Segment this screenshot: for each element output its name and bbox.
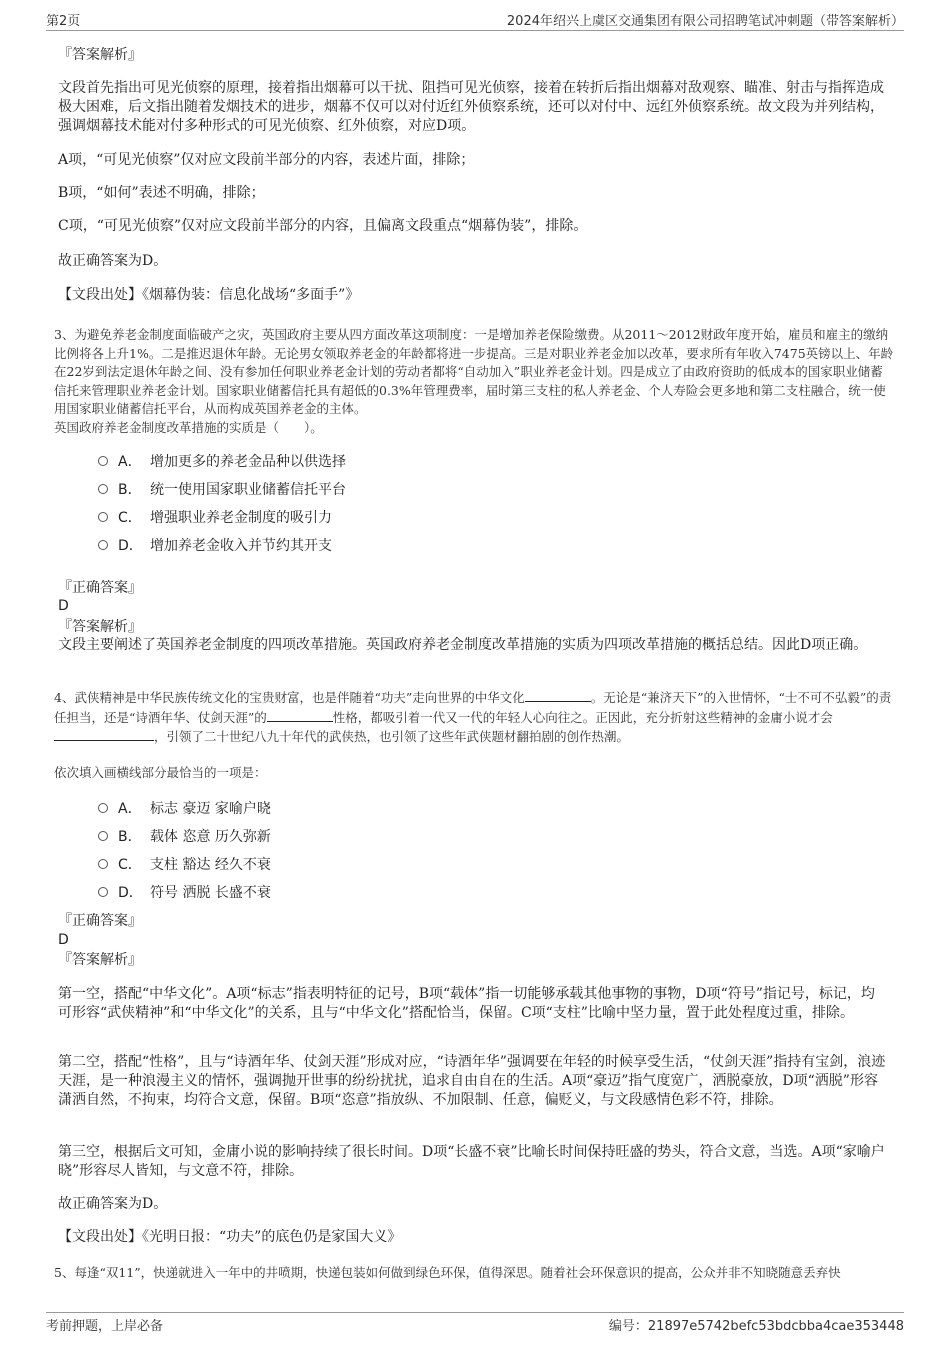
q4-analysis-label: 『答案解析』 — [58, 952, 142, 968]
q4-option-c[interactable]: C． 支柱 豁达 经久不衰 — [98, 854, 271, 874]
q2-item-c: C项，“可见光侦察”仅对应文段前半部分的内容，且偏离文段重点“烟幕伪装”，排除。 — [58, 218, 588, 234]
q4-option-b[interactable]: B． 载体 恣意 历久弥新 — [98, 826, 271, 846]
q4-source: 【文段出处】《光明日报：“功夫”的底色仍是家国大义》 — [58, 1229, 402, 1245]
radio-icon[interactable] — [98, 859, 108, 869]
q4-answer: D — [58, 932, 69, 948]
q2-analysis-label: 『答案解析』 — [58, 47, 142, 63]
footer-slogan: 考前押题，上岸必备 — [46, 1319, 164, 1334]
blank-1 — [525, 688, 591, 702]
radio-icon[interactable] — [98, 803, 108, 813]
radio-icon[interactable] — [98, 456, 108, 466]
radio-icon[interactable] — [98, 887, 108, 897]
q2-analysis-text: 文段首先指出可见光侦察的原理，接着指出烟幕可以干扰、阻挡可见光侦察，接着在转折后指出烟幕对敌观察、瞄准、射击与指挥造成极大困难，后文指出随着发烟技术的进步，烟幕不仅可以对付近红外侦察系统，还可以对付中、远红外侦察系统。故文段为并列结构，强调烟幕技术能对付多种形式的可见光侦察、红外侦察，对应D项。 — [58, 80, 884, 134]
q4-answer-label: 『正确答案』 — [58, 913, 142, 929]
page-number: 第2页 — [46, 14, 81, 29]
q3-option-c[interactable]: C． 增强职业养老金制度的吸引力 — [98, 507, 332, 527]
radio-icon[interactable] — [98, 831, 108, 841]
blank-3 — [54, 727, 154, 741]
document-title: 2024年绍兴上虞区交通集团有限公司招聘笔试冲刺题（带答案解析） — [506, 14, 904, 29]
q4-option-a[interactable]: A． 标志 豪迈 家喻户晓 — [98, 798, 271, 818]
q2-item-b: B项，“如何”表述不明确，排除； — [58, 185, 265, 201]
q5-stem: 5、每逢“双11”，快递就进入一年中的井喷期，快递包装如何做到绿色环保，值得深思。随着社会环保意识的提高，公众并非不知晓随意丢弃快 — [54, 1265, 841, 1280]
footer-serial: 编号：21897e5742befc53bdcbba4cae353448 — [608, 1319, 904, 1334]
q3-analysis-label: 『答案解析』 — [58, 619, 142, 635]
q2-item-a: A项，“可见光侦察”仅对应文段前半部分的内容，表述片面，排除； — [58, 152, 475, 168]
q4-question: 依次填入画横线部分最恰当的一项是： — [54, 765, 267, 780]
radio-icon[interactable] — [98, 484, 108, 494]
page-header — [46, 10, 904, 31]
q3-option-b[interactable]: B． 统一使用国家职业储蓄信托平台 — [98, 479, 346, 499]
page-footer — [46, 1312, 904, 1335]
q4-conclusion: 故正确答案为D。 — [58, 1196, 168, 1212]
q3-analysis-text: 文段主要阐述了英国养老金制度的四项改革措施。英国政府养老金制度改革措施的实质为四项改革措施的概括总结。因此D项正确。 — [58, 637, 868, 653]
q3-option-a[interactable]: A． 增加更多的养老金品种以供选择 — [98, 451, 346, 471]
q4-stem: 4、武侠精神是中华民族传统文化的宝贵财富，也是伴随着“功夫”走向世界的中华文化 。无论是“兼济天下”的入世情怀，“士不可不弘毅”的责任担当，还是“诗酒年华、仗剑天涯”的 性格，都吸引着一代又一代的年轻人心向往之。正因此，充分折射这些精神的金庸小说才会，引领了二十世纪八九十年代的武侠热，也引领了这些年武侠题材翻拍剧的创作热潮。 — [54, 690, 892, 744]
q3-answer: D — [58, 598, 69, 614]
radio-icon[interactable] — [98, 540, 108, 550]
q4-option-d[interactable]: D． 符号 洒脱 长盛不衰 — [98, 882, 271, 902]
q2-source: 【文段出处】《烟幕伪装：信息化战场“多面手”》 — [58, 287, 360, 303]
q4-analysis-para1: 第一空，搭配“中华文化”。A项“标志”指表明特征的记号，B项“载体”指一切能够承载其他事物的事物，D项“符号”指记号，标记，均可形容“武侠精神”和“中华文化”的关系，且与“中华文化”搭配恰当，保留。C项“支柱”比喻中坚力量，置于此处程度过重，排除。 — [58, 986, 875, 1021]
q3-stem: 3、为避免养老金制度面临破产之灾，英国政府主要从四方面改革这项制度：一是增加养老保险缴费。从2011～2012财政年度开始，雇员和雇主的缴纳比例将各上升1%。二是推迟退休年龄。无论男女领取养老金的年龄都将进一步提高。三是对职业养老金加以改革，要求所有年收入7475英镑以上、年龄在22岁到法定退休年龄之间、没有参加任何职业养老金计划的劳动者都将“自动加入”职业养老金计划。四是成立了由政府资助的低成本的国家职业储蓄信托来管理职业养老金计划。国家职业储蓄信托具有超低的0.3%年管理费率，届时第三支柱的私人养老金、个人寿险会更多地和第二支柱融合，统一使用国家职业储蓄信托平台，从而构成英国养老金的主体。 英国政府养老金制度改革措施的实质是（ ）。 — [54, 326, 894, 437]
q3-question: 英国政府养老金制度改革措施的实质是（ ）。 — [54, 419, 323, 435]
q4-analysis-para3: 第三空，根据后文可知，金庸小说的影响持续了很长时间。D项“长盛不衰”比喻长时间保持旺盛的势头，符合文意，当选。A项“家喻户晓”形容尽人皆知，与文意不符，排除。 — [58, 1144, 885, 1179]
radio-icon[interactable] — [98, 512, 108, 522]
q3-option-d[interactable]: D． 增加养老金收入并节约其开支 — [98, 535, 332, 555]
q3-answer-label: 『正确答案』 — [58, 580, 142, 596]
q2-conclusion: 故正确答案为D。 — [58, 253, 168, 269]
q4-analysis-para2: 第二空，搭配“性格”，且与“诗酒年华、仗剑天涯”形成对应，“诗酒年华”强调要在年轻的时候享受生活，“仗剑天涯”指持有宝剑，浪迹天涯，是一种浪漫主义的情怀，强调抛开世事的纷纷扰扰，追求自由自在的生活。A项“豪迈”指气度宽广，洒脱豪放，D项“洒脱”形容潇洒自然，不拘束，均符合文意，保留。B项“恣意”指放纵、不加限制、任意，偏贬义，与文段感情色彩不符，排除。 — [58, 1054, 886, 1108]
blank-2 — [267, 708, 333, 722]
